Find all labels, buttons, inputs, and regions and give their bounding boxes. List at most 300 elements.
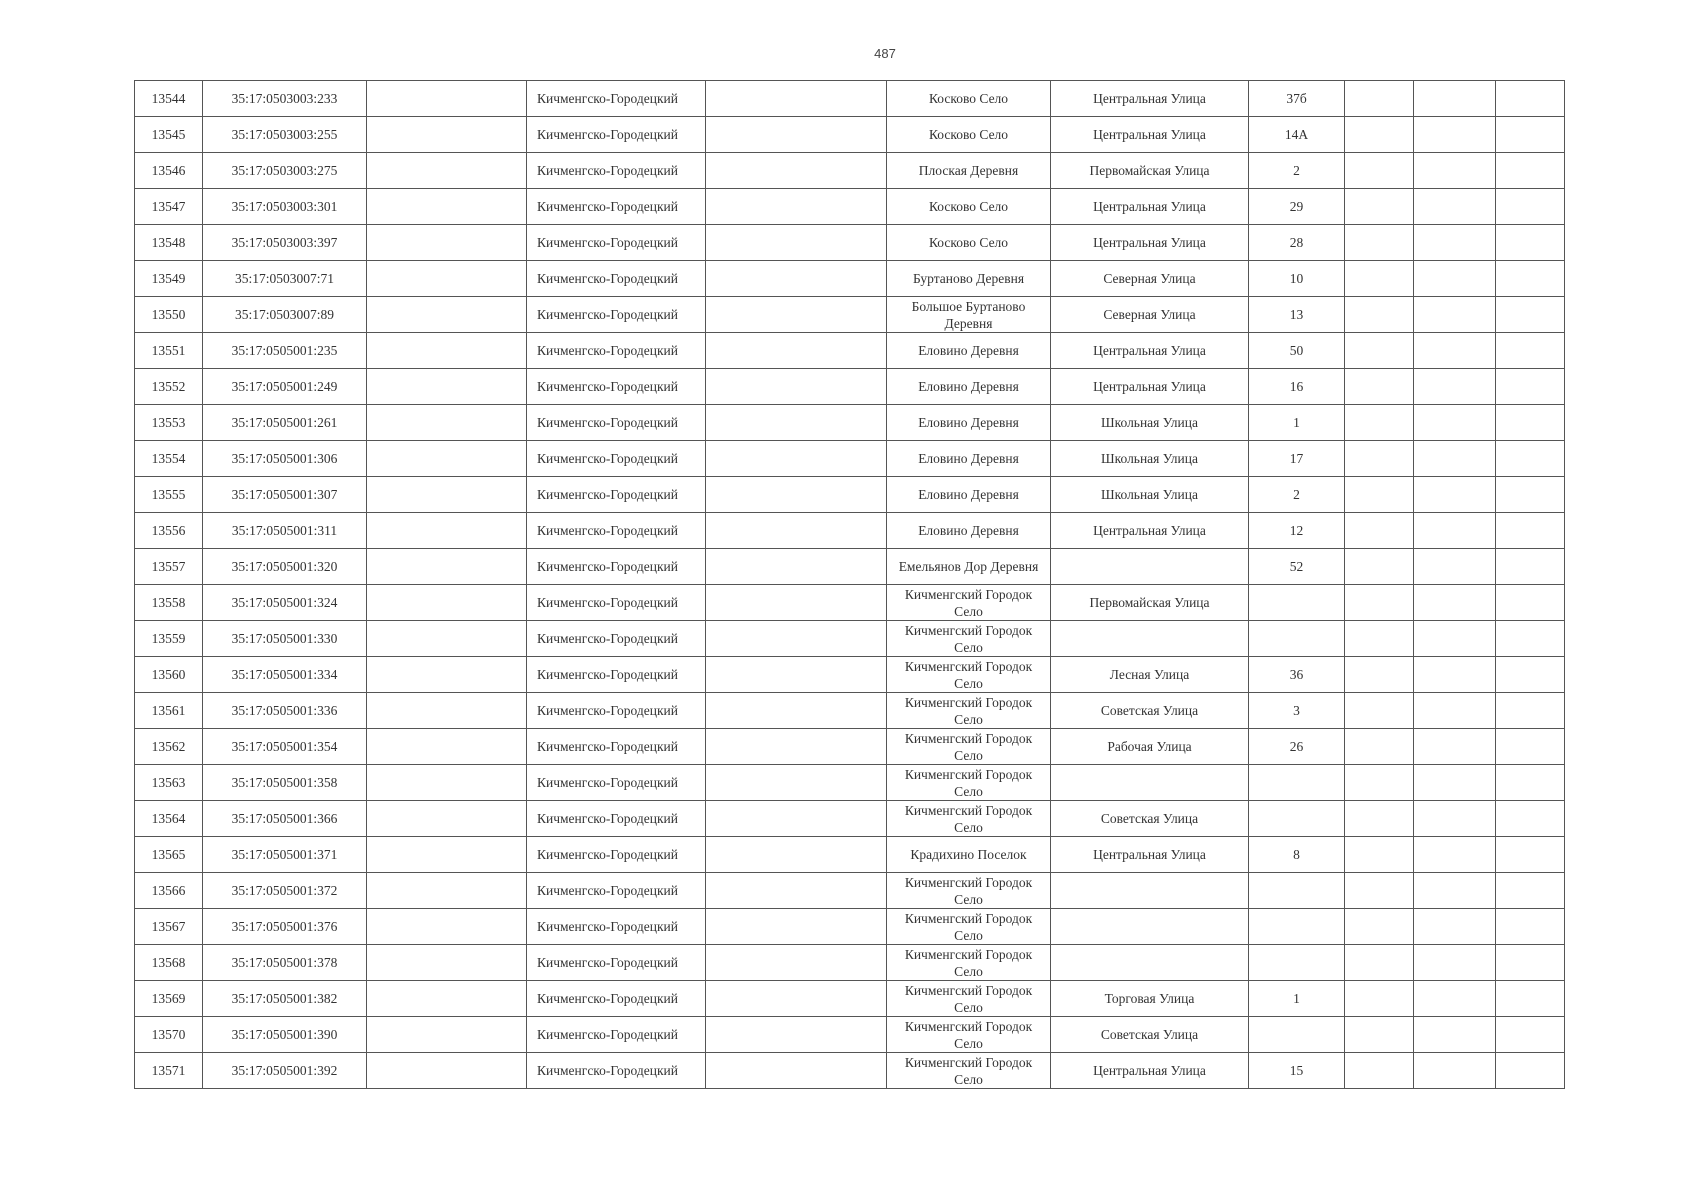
cell-district: Кичменгско-Городецкий [527,873,706,909]
cell-record-number: 13550 [135,297,203,333]
cell-street: Советская Улица [1051,693,1249,729]
cell-record-number: 13549 [135,261,203,297]
cell-house-number: 1 [1249,981,1345,1017]
cell-district: Кичменгско-Городецкий [527,1017,706,1053]
cell-settlement: Кичменгский Городок Село [887,945,1051,981]
cell-record-number: 13552 [135,369,203,405]
cell-district: Кичменгско-Городецкий [527,477,706,513]
cell-empty [367,1017,527,1053]
cell-settlement: Кичменгский Городок Село [887,1017,1051,1053]
cell-house-number: 8 [1249,837,1345,873]
cell-empty [367,765,527,801]
cell-street: Центральная Улица [1051,513,1249,549]
cell-district: Кичменгско-Городецкий [527,837,706,873]
cell-empty [367,1053,527,1089]
cell-cadastral-number: 35:17:0505001:354 [203,729,367,765]
cell-empty [1345,549,1414,585]
cell-empty [1496,117,1565,153]
cell-record-number: 13571 [135,1053,203,1089]
cell-cadastral-number: 35:17:0505001:235 [203,333,367,369]
cell-house-number [1249,873,1345,909]
cell-empty [1345,585,1414,621]
table-row [135,801,1565,837]
cell-empty [1414,945,1496,981]
table-row [135,765,1565,801]
cell-empty [1345,441,1414,477]
cell-empty [706,729,887,765]
cell-street [1051,945,1249,981]
table-row [135,585,1565,621]
cell-record-number: 13570 [135,1017,203,1053]
cell-empty [1345,477,1414,513]
cell-record-number: 13569 [135,981,203,1017]
cell-record-number: 13556 [135,513,203,549]
cell-street: Рабочая Улица [1051,729,1249,765]
cell-cadastral-number: 35:17:0505001:392 [203,1053,367,1089]
cell-empty [1496,1053,1565,1089]
cell-district: Кичменгско-Городецкий [527,117,706,153]
cell-street: Центральная Улица [1051,81,1249,117]
cell-empty [706,477,887,513]
cell-empty [1345,117,1414,153]
cell-empty [706,513,887,549]
cell-settlement: Кичменгский Городок Село [887,909,1051,945]
cell-empty [706,801,887,837]
cell-record-number: 13554 [135,441,203,477]
cell-empty [367,477,527,513]
cell-settlement: Крадихино Поселок [887,837,1051,873]
cell-record-number: 13555 [135,477,203,513]
cell-street [1051,909,1249,945]
cell-empty [1414,369,1496,405]
cell-empty [1345,873,1414,909]
registry-table [134,80,1565,1089]
cell-empty [367,801,527,837]
cell-house-number [1249,585,1345,621]
cell-record-number: 13548 [135,225,203,261]
cell-empty [367,945,527,981]
cell-cadastral-number: 35:17:0505001:371 [203,837,367,873]
cell-district: Кичменгско-Городецкий [527,729,706,765]
cell-empty [367,405,527,441]
cell-empty [706,909,887,945]
cell-empty [706,333,887,369]
cell-empty [367,585,527,621]
cell-empty [1496,909,1565,945]
cell-empty [367,81,527,117]
table-row [135,369,1565,405]
cell-empty [1414,405,1496,441]
cell-empty [1345,513,1414,549]
cell-house-number: 2 [1249,477,1345,513]
cell-empty [1414,621,1496,657]
cell-empty [1414,873,1496,909]
table-row [135,945,1565,981]
cell-street: Центральная Улица [1051,333,1249,369]
cell-empty [367,441,527,477]
cell-empty [706,1017,887,1053]
table-row [135,81,1565,117]
cell-street: Первомайская Улица [1051,153,1249,189]
cell-house-number [1249,945,1345,981]
cell-empty [1414,837,1496,873]
cell-cadastral-number: 35:17:0503003:301 [203,189,367,225]
cell-empty [1345,909,1414,945]
cell-empty [1496,585,1565,621]
cell-settlement: Кичменгский Городок Село [887,1053,1051,1089]
cell-settlement: Косково Село [887,225,1051,261]
cell-street: Торговая Улица [1051,981,1249,1017]
cell-settlement: Еловино Деревня [887,477,1051,513]
cell-cadastral-number: 35:17:0505001:336 [203,693,367,729]
cell-empty [706,297,887,333]
cell-empty [1345,405,1414,441]
cell-record-number: 13564 [135,801,203,837]
cell-empty [706,189,887,225]
cell-house-number [1249,1017,1345,1053]
cell-cadastral-number: 35:17:0503003:233 [203,81,367,117]
cell-record-number: 13567 [135,909,203,945]
cell-empty [1414,1053,1496,1089]
cell-empty [706,261,887,297]
cell-record-number: 13558 [135,585,203,621]
cell-house-number: 37б [1249,81,1345,117]
cell-empty [367,909,527,945]
cell-empty [1496,549,1565,585]
cell-record-number: 13557 [135,549,203,585]
cell-empty [367,369,527,405]
cell-record-number: 13546 [135,153,203,189]
cell-house-number: 10 [1249,261,1345,297]
cell-cadastral-number: 35:17:0505001:334 [203,657,367,693]
cell-settlement: Кичменгский Городок Село [887,873,1051,909]
cell-settlement: Плоская Деревня [887,153,1051,189]
cell-empty [1496,1017,1565,1053]
cell-empty [706,621,887,657]
cell-street: Северная Улица [1051,261,1249,297]
cell-record-number: 13547 [135,189,203,225]
cell-empty [1496,333,1565,369]
cell-street [1051,549,1249,585]
cell-district: Кичменгско-Городецкий [527,549,706,585]
cell-empty [367,729,527,765]
cell-empty [706,945,887,981]
cell-empty [1496,189,1565,225]
cell-house-number: 50 [1249,333,1345,369]
cell-record-number: 13568 [135,945,203,981]
cell-empty [1414,909,1496,945]
cell-empty [706,549,887,585]
cell-settlement: Кичменгский Городок Село [887,801,1051,837]
cell-district: Кичменгско-Городецкий [527,657,706,693]
cell-street: Советская Улица [1051,801,1249,837]
cell-empty [367,333,527,369]
cell-record-number: 13553 [135,405,203,441]
cell-empty [706,405,887,441]
cell-cadastral-number: 35:17:0505001:307 [203,477,367,513]
cell-empty [1496,513,1565,549]
cell-empty [1496,225,1565,261]
cell-cadastral-number: 35:17:0503007:89 [203,297,367,333]
cell-cadastral-number: 35:17:0505001:261 [203,405,367,441]
cell-settlement: Косково Село [887,81,1051,117]
cell-settlement: Еловино Деревня [887,513,1051,549]
cell-settlement: Кичменгский Городок Село [887,585,1051,621]
cell-empty [706,765,887,801]
cell-empty [706,153,887,189]
cell-empty [1345,261,1414,297]
cell-empty [1414,297,1496,333]
cell-cadastral-number: 35:17:0505001:382 [203,981,367,1017]
cell-empty [1496,729,1565,765]
table-row [135,225,1565,261]
cell-cadastral-number: 35:17:0505001:358 [203,765,367,801]
cell-house-number: 36 [1249,657,1345,693]
table-row [135,333,1565,369]
cell-house-number: 3 [1249,693,1345,729]
cell-street [1051,621,1249,657]
cell-empty [367,153,527,189]
cell-house-number [1249,765,1345,801]
table-row [135,981,1565,1017]
cell-house-number: 26 [1249,729,1345,765]
table-row [135,1017,1565,1053]
cell-district: Кичменгско-Городецкий [527,189,706,225]
cell-settlement: Емельянов Дор Деревня [887,549,1051,585]
table-row [135,117,1565,153]
cell-district: Кичменгско-Городецкий [527,333,706,369]
cell-district: Кичменгско-Городецкий [527,369,706,405]
cell-house-number: 14А [1249,117,1345,153]
cell-street: Первомайская Улица [1051,585,1249,621]
cell-empty [1414,225,1496,261]
cell-empty [367,873,527,909]
cell-empty [706,441,887,477]
cell-settlement: Еловино Деревня [887,369,1051,405]
table-row [135,909,1565,945]
cell-empty [706,81,887,117]
cell-empty [706,657,887,693]
cell-empty [1414,765,1496,801]
cell-empty [706,873,887,909]
cell-district: Кичменгско-Городецкий [527,261,706,297]
cell-empty [1414,477,1496,513]
cell-empty [1414,81,1496,117]
cell-cadastral-number: 35:17:0503007:71 [203,261,367,297]
cell-cadastral-number: 35:17:0505001:249 [203,369,367,405]
cell-district: Кичменгско-Городецкий [527,153,706,189]
cell-district: Кичменгско-Городецкий [527,981,706,1017]
cell-house-number [1249,801,1345,837]
cell-empty [1414,981,1496,1017]
cell-cadastral-number: 35:17:0503003:255 [203,117,367,153]
cell-empty [1345,693,1414,729]
cell-empty [1496,261,1565,297]
cell-house-number: 29 [1249,189,1345,225]
cell-empty [1414,441,1496,477]
cell-empty [1414,189,1496,225]
cell-empty [1414,729,1496,765]
cell-empty [1414,153,1496,189]
cell-record-number: 13544 [135,81,203,117]
cell-street: Школьная Улица [1051,405,1249,441]
cell-empty [1496,81,1565,117]
cell-district: Кичменгско-Городецкий [527,225,706,261]
cell-empty [1496,801,1565,837]
cell-cadastral-number: 35:17:0505001:324 [203,585,367,621]
cell-street: Северная Улица [1051,297,1249,333]
cell-empty [367,189,527,225]
cell-cadastral-number: 35:17:0505001:306 [203,441,367,477]
cell-district: Кичменгско-Городецкий [527,405,706,441]
cell-cadastral-number: 35:17:0503003:275 [203,153,367,189]
cell-empty [367,621,527,657]
cell-house-number [1249,909,1345,945]
table-row [135,405,1565,441]
cell-empty [706,225,887,261]
cell-empty [367,297,527,333]
cell-street: Советская Улица [1051,1017,1249,1053]
cell-empty [367,837,527,873]
cell-settlement: Большое Буртаново Деревня [887,297,1051,333]
table-row [135,873,1565,909]
cell-house-number: 15 [1249,1053,1345,1089]
cell-district: Кичменгско-Городецкий [527,765,706,801]
page-number: 487 [874,46,896,61]
table-row [135,1053,1565,1089]
cell-house-number: 17 [1249,441,1345,477]
cell-empty [1345,801,1414,837]
cell-empty [706,837,887,873]
cell-record-number: 13560 [135,657,203,693]
cell-empty [706,1053,887,1089]
cell-house-number: 28 [1249,225,1345,261]
cell-settlement: Кичменгский Городок Село [887,693,1051,729]
cell-empty [706,117,887,153]
cell-district: Кичменгско-Городецкий [527,945,706,981]
cell-district: Кичменгско-Городецкий [527,801,706,837]
cell-district: Кичменгско-Городецкий [527,81,706,117]
table-row [135,477,1565,513]
cell-settlement: Еловино Деревня [887,333,1051,369]
cell-district: Кичменгско-Городецкий [527,585,706,621]
cell-empty [1345,225,1414,261]
cell-district: Кичменгско-Городецкий [527,513,706,549]
cell-empty [706,693,887,729]
cell-empty [367,513,527,549]
table-row [135,189,1565,225]
cell-settlement: Кичменгский Городок Село [887,765,1051,801]
cell-street [1051,873,1249,909]
cell-record-number: 13566 [135,873,203,909]
cell-cadastral-number: 35:17:0505001:390 [203,1017,367,1053]
cell-house-number: 12 [1249,513,1345,549]
cell-district: Кичменгско-Городецкий [527,693,706,729]
table-row [135,621,1565,657]
cell-house-number: 1 [1249,405,1345,441]
cell-empty [1496,693,1565,729]
cell-settlement: Кичменгский Городок Село [887,729,1051,765]
cell-empty [1414,117,1496,153]
cell-cadastral-number: 35:17:0505001:372 [203,873,367,909]
cell-street: Центральная Улица [1051,369,1249,405]
cell-empty [1496,765,1565,801]
cell-record-number: 13565 [135,837,203,873]
cell-empty [1496,153,1565,189]
cell-empty [1345,81,1414,117]
cell-empty [1414,585,1496,621]
cell-cadastral-number: 35:17:0505001:366 [203,801,367,837]
cell-settlement: Кичменгский Городок Село [887,657,1051,693]
cell-empty [367,981,527,1017]
cell-street: Школьная Улица [1051,477,1249,513]
cell-empty [1496,297,1565,333]
cell-cadastral-number: 35:17:0505001:320 [203,549,367,585]
cell-empty [1345,297,1414,333]
cell-settlement: Кичменгский Городок Село [887,981,1051,1017]
table-body [135,81,1565,1089]
cell-empty [1496,477,1565,513]
cell-house-number: 52 [1249,549,1345,585]
cell-house-number: 16 [1249,369,1345,405]
cell-empty [1496,837,1565,873]
cell-settlement: Еловино Деревня [887,441,1051,477]
cell-empty [1345,981,1414,1017]
cell-empty [1345,729,1414,765]
cell-empty [1345,621,1414,657]
cell-empty [367,657,527,693]
cell-empty [1414,333,1496,369]
cell-empty [1496,405,1565,441]
cell-empty [1345,1053,1414,1089]
cell-empty [1345,1017,1414,1053]
cell-empty [1414,693,1496,729]
cell-house-number [1249,621,1345,657]
cell-empty [1414,801,1496,837]
cell-empty [1496,621,1565,657]
cell-empty [1345,657,1414,693]
table-row [135,549,1565,585]
cell-empty [706,981,887,1017]
cell-cadastral-number: 35:17:0503003:397 [203,225,367,261]
cell-cadastral-number: 35:17:0505001:330 [203,621,367,657]
cell-empty [1345,765,1414,801]
cell-empty [1345,189,1414,225]
table-row [135,441,1565,477]
cell-record-number: 13561 [135,693,203,729]
cell-empty [1414,1017,1496,1053]
cell-empty [1345,837,1414,873]
cell-empty [1345,369,1414,405]
cell-district: Кичменгско-Городецкий [527,909,706,945]
cell-street: Школьная Улица [1051,441,1249,477]
cell-settlement: Кичменгский Городок Село [887,621,1051,657]
cell-record-number: 13545 [135,117,203,153]
cell-house-number: 2 [1249,153,1345,189]
cell-empty [1345,333,1414,369]
cell-empty [706,585,887,621]
table-row [135,657,1565,693]
cell-settlement: Еловино Деревня [887,405,1051,441]
cell-district: Кичменгско-Городецкий [527,441,706,477]
cell-empty [1496,441,1565,477]
cell-empty [1496,873,1565,909]
cell-empty [1345,153,1414,189]
cell-record-number: 13559 [135,621,203,657]
cell-district: Кичменгско-Городецкий [527,621,706,657]
cell-district: Кичменгско-Городецкий [527,297,706,333]
cell-cadastral-number: 35:17:0505001:378 [203,945,367,981]
